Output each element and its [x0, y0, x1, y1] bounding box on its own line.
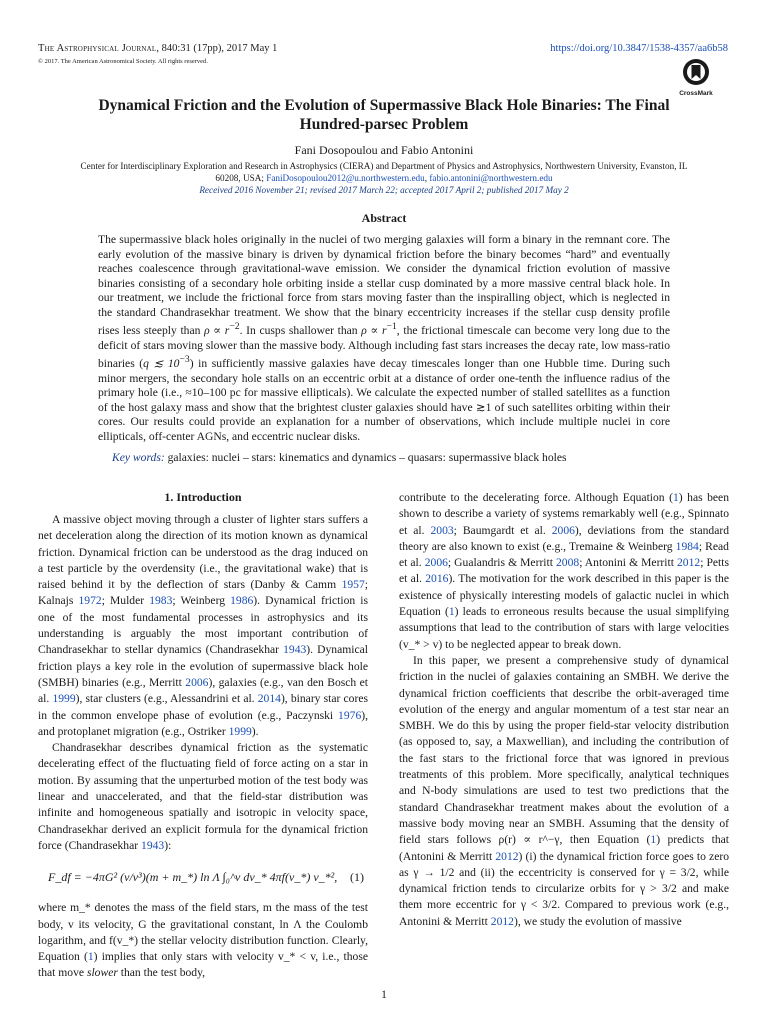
text-segment: ) (i) the dynamical friction force goes to zero as γ → 1/2 and (ii) the eccentricity is conserved for γ = 3/2, while dynamical friction tends to circularize orbits for γ > 3/2 and make them more eccentric for γ < 3/2. Compared to previous work (e.g., Antonini & Merritt	[399, 849, 729, 928]
title-line-1: Dynamical Friction and the Evolution of Supermassive Black Hole Binaries: The Final	[98, 97, 670, 114]
citation-link[interactable]: 1972	[78, 594, 102, 608]
abstract-math: ≈10–100 pc	[185, 386, 241, 400]
text-segment: than the test body,	[117, 966, 206, 980]
citation-link[interactable]: 2016	[425, 572, 449, 586]
equation-link[interactable]: 1	[650, 833, 657, 847]
text-segment: A massive object moving through a cluster of lighter stars suffers a net deceleration along the direction of its motion known as dynamical friction. Dynamical friction can be understood as the drag induced on a test particle by the overdensity (i.e., the gravitational wake) that is raised behind it by the deflection of stars (Danby & Camm	[38, 513, 368, 592]
equation-number: (1)	[350, 870, 364, 885]
citation-link[interactable]: 1957	[341, 578, 365, 592]
right-column	[399, 490, 729, 930]
abstract-segment: . In cusps shallower than	[239, 324, 362, 338]
authors: Fani Dosopoulou and Fabio Antonini	[294, 143, 474, 157]
abstract-segment: of such satellites orbiting within their cores. Our results could provide an explanation for a number of observations, which include multiple nuclei in core ellipticals, off-center AGNs, and eccentric nuclear disks.	[98, 400, 670, 443]
text-segment: where m_* denotes the mass of the field stars, m the mass of the test body, v its velocity, G the gravitational constant, ln Λ the Coulomb logarithm, and f(v_*) the stellar velocity distribution function. Clearly, Equation (	[38, 901, 368, 964]
paragraph	[38, 740, 368, 854]
citation-link[interactable]: 1976	[338, 708, 362, 722]
equation-1	[38, 854, 368, 900]
text-segment: ) leads to erroneous results because the usual simplifying assumptions that lead to the contribution of stars with large velocities (v_* > v) to be neglected appear to break down.	[399, 605, 729, 651]
text-segment: In this paper, we present a comprehensive study of dynamical friction in the nuclei of galaxies containing an SMBH. We derive the dynamical friction coefficients that describe the orbit-averaged time evolution of the energy and angular momentum of a test star near an SMBH. We do this by using the proper field-star velocity distribution (as opposed to, say, a Maxwellian), and including the contribution of the fast stars to the frictional force that was ignored in previous treatments of this problem. More specifically, analytical techniques and N-body simulations are used to test two predictions that the standard Chandrasekhar treatment makes about the evolution of a massive body moving near an SMBH. Assuming that the density of field stars follows ρ(r) ∝ r^−γ, then Equation (	[399, 653, 729, 847]
affiliation	[40, 160, 728, 196]
copyright-notice: © 2017. The American Astronomical Society. All rights reserved.	[38, 58, 208, 65]
citation-link[interactable]: 1999	[228, 724, 252, 738]
emphasis: slower	[86, 966, 118, 980]
text-segment: ; Mulder	[101, 594, 150, 608]
text-segment: ). Dynamical friction is one of the most fundamental processes in astrophysics and its understanding is arguably the most important contribution of Chandrasekhar to stellar dynamics (Chandrasekhar	[38, 594, 368, 657]
crossmark-icon	[682, 58, 710, 86]
affiliation-line-2: 60208, USA;	[215, 173, 264, 183]
text-segment: ), binary star cores in the common envelope phase of evolution (e.g., Paczynski	[38, 692, 368, 722]
email-link-2[interactable]: fabio.antonini@northwestern.edu	[429, 173, 553, 183]
abstract-math: ρ ∝ r	[361, 324, 387, 338]
affiliation-line-1: Center for Interdisciplinary Exploration and Research in Astrophysics (CIERA) and Department of Physics and Astrophysics, Northwestern University, Evanston, IL	[80, 161, 688, 171]
text-segment: ).	[251, 724, 259, 738]
paragraph	[38, 512, 368, 740]
equation-link[interactable]: 1	[448, 605, 455, 619]
publication-dates: Received 2016 November 21; revised 2017 March 22; accepted 2017 April 2; published 2017 May 2	[199, 185, 569, 195]
abstract-math-sup: −1	[386, 321, 397, 333]
email-link-1[interactable]: FaniDosopoulou2012@u.northwestern.edu	[266, 173, 425, 183]
abstract-segment: ) in sufficiently massive galaxies have decay timescales longer than one Hubble time. During such minor mergers, the secondary hole stalls on an eccentric orbit at a distance of order one-tenth the influence radius of the primary hole (i.e.,	[98, 357, 670, 400]
citation-link[interactable]: 2006	[185, 675, 209, 689]
text-segment: ), star clusters (e.g., Alessandrini et al.	[75, 692, 258, 706]
citation-link[interactable]: 2012	[490, 914, 514, 928]
page-number: 1	[381, 989, 387, 1001]
text-segment: Chandrasekhar describes dynamical friction as the systematic decelerating effect of the fluctuating field of force acting on a star in motion. By assuming that the unperturbed motion of the test body was linear and unaccelerated, and that the field-star distribution was infinite and homogeneous spatially and isotropic in velocity space, Chandrasekhar derived an explicit formula for the dynamical friction force (Chandrasekhar	[38, 741, 368, 852]
citation-link[interactable]: 1943	[283, 643, 307, 657]
citation-link[interactable]: 1986	[230, 594, 254, 608]
citation-link[interactable]: 2012	[495, 849, 519, 863]
text-segment: ) predicts that (Antonini & Merritt	[399, 833, 729, 863]
text-segment: ; Petts et al.	[399, 556, 729, 586]
keywords-label: Key words:	[112, 451, 165, 464]
paragraph	[38, 900, 368, 981]
citation-link[interactable]: 2006	[424, 556, 448, 570]
email-separator: ,	[424, 173, 428, 183]
abstract-math: ρ ∝ r	[204, 324, 230, 338]
crossmark-label: CrossMark	[679, 90, 713, 97]
section-heading-introduction: 1. Introduction	[164, 490, 242, 504]
keywords	[112, 451, 672, 464]
running-header	[38, 43, 277, 54]
abstract-segment: , the frictional timescale can become very long due to the deficit of stars moving slower than the massive body. Although including fast stars increases the decay rate, low mass-ratio binaries (	[98, 324, 670, 371]
text-segment: ), we study the evolution of massive	[513, 914, 682, 928]
paragraph	[399, 490, 729, 653]
citation-link[interactable]: 1999	[52, 692, 76, 706]
paragraph	[399, 653, 729, 930]
crossmark-badge[interactable]	[676, 58, 716, 97]
text-segment: ). The motivation for the work described in this paper is the existence of physically interesting models of galactic nuclei in which Equation (	[399, 572, 729, 619]
text-segment: ; Gualandris & Merritt	[447, 556, 556, 570]
citation-link[interactable]: 1943	[141, 838, 165, 852]
abstract-math-sup: −3	[179, 354, 190, 366]
citation-link[interactable]: 1984	[675, 539, 699, 553]
abstract-text	[98, 233, 670, 444]
title-line-2: Hundred-parsec Problem	[299, 116, 469, 133]
paper-title	[40, 96, 728, 134]
abstract-math: ≳1	[475, 400, 492, 414]
text-segment: ), galaxies (e.g., van den Bosch et al.	[38, 675, 369, 706]
text-segment: ; Read et al.	[399, 539, 729, 570]
abstract-heading: Abstract	[361, 211, 407, 225]
abstract-segment: for massive ellipticals). We calculate the expected number of stalled satellites as a function of the host galaxy mass and show that the brightest cluster galaxies should have	[98, 386, 671, 414]
text-segment: ) has been shown to describe a variety of systems remarkably well (e.g., Spinnato et al.	[399, 491, 729, 537]
doi-link[interactable]: https://doi.org/10.3847/1538-4357/aa6b58	[550, 43, 728, 54]
citation-link[interactable]: 2014	[257, 692, 281, 706]
citation-link[interactable]: 2012	[677, 556, 701, 570]
citation-link[interactable]: 2006	[551, 523, 575, 537]
keywords-text: galaxies: nuclei – stars: kinematics and dynamics – quasars: supermassive black holes	[164, 451, 567, 464]
equation-link[interactable]: 1	[672, 491, 679, 504]
text-segment: ). Dynamical friction plays a key role in the evolution of supermassive black hole (SMBH) binaries (e.g., Merritt	[38, 643, 368, 689]
citation-link[interactable]: 2008	[556, 556, 580, 570]
citation-link[interactable]: 1983	[149, 594, 173, 608]
text-segment: contribute to the decelerating force. Although Equation (	[399, 491, 673, 504]
text-segment: ):	[164, 838, 172, 852]
abstract-segment: The supermassive black holes originally in the nuclei of two merging galaxies will form a binary in the remnant core. The early evolution of the massive binary is driven by dynamical friction before the binary becomes “hard” and eventually reaches coalescence through gravitational-wave emission. We consider the dynamical friction evolution of massive binaries consisting of a secondary hole orbiting inside a stellar cusp dominated by a more massive central black hole. In our treatment, we include the frictional force from stars moving faster than the inspiralling object, which is neglected in the standard Chandrasekhar treatment. We show that the binary eccentricity increases if the stellar cusp density profile rises less steeply than	[98, 233, 670, 338]
equation-body: F_df = −4πG² (v/v³)(m + m_*) ln Λ ∫₀^v dv_* 4πf(v_*) v_*²,	[48, 870, 338, 885]
abstract-math: q ≲ 10	[143, 357, 180, 371]
text-segment: ; Baumgardt et al.	[453, 523, 552, 537]
journal-citation: , 840:31 (17pp), 2017 May 1	[156, 43, 278, 54]
left-column	[38, 512, 368, 982]
text-segment: ; Kalnajs	[38, 578, 368, 608]
text-segment: ) implies that only stars with velocity v_* < v, i.e., those that move	[38, 950, 368, 980]
abstract-math-sup: −2	[229, 321, 240, 333]
text-segment: ; Weinberg	[172, 594, 231, 608]
text-segment: ), deviations from the standard theory are also known to exist (e.g., Tremaine & Weinberg	[399, 523, 729, 553]
text-segment: ), and protoplanet migration (e.g., Ostriker	[38, 708, 368, 738]
citation-link[interactable]: 2003	[430, 523, 454, 537]
journal-name: The Astrophysical Journal	[38, 43, 157, 54]
text-segment: ; Antonini & Merritt	[579, 556, 677, 570]
equation-link[interactable]: 1	[87, 950, 94, 964]
